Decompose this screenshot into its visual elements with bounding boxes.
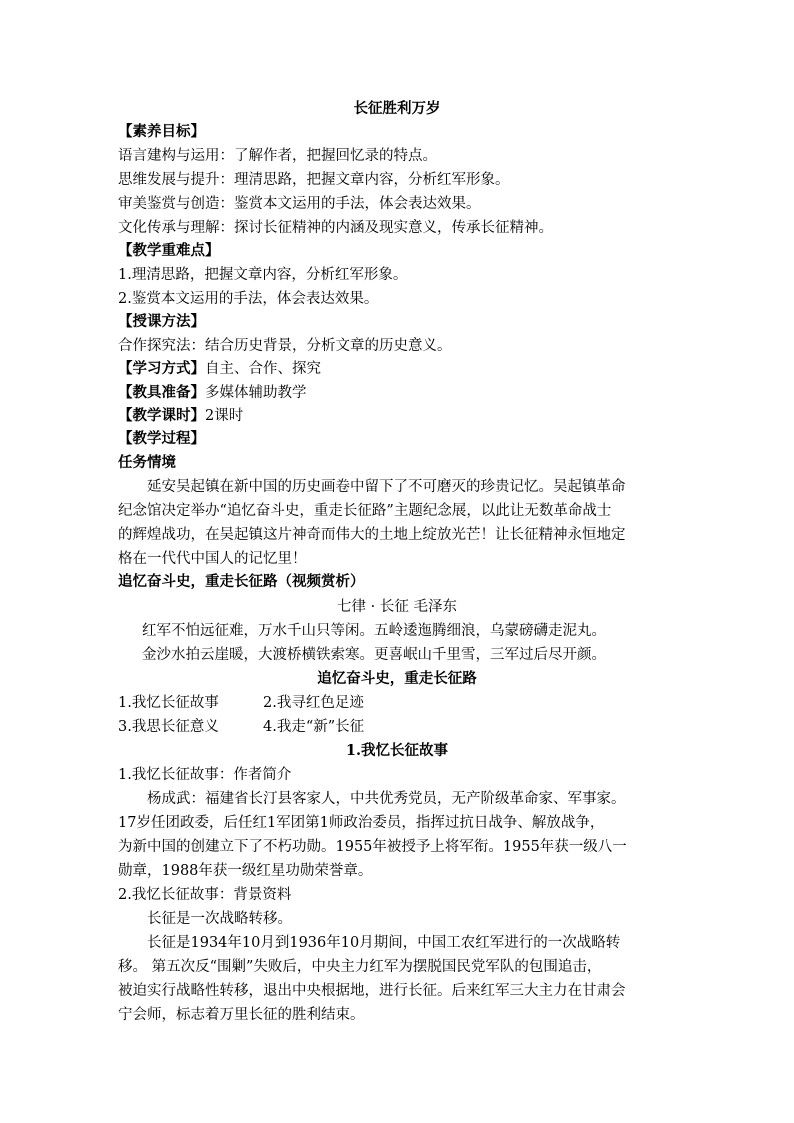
task-paragraph-line-2: 纪念馆决定举办“追忆奋斗史，重走长征路”主题纪念展，以此让无数革命战士 (118, 503, 612, 519)
background-paragraph-line-3: 被迫实行战略性转移，退出中央根据地，进行长征。后来红军三大主力在甘肃会 (118, 983, 626, 999)
teaching-tools-line (118, 383, 307, 403)
section-heading-process: 【教学过程】 (118, 430, 205, 447)
goal-line-4: 文化传承与理解：探讨长征精神的内涵及现实意义，传承长征精神。 (118, 220, 553, 236)
section-heading-goals: 【素养目标】 (118, 123, 205, 140)
method-line-1: 合作探究法：结合历史背景，分析文章的历史意义。 (118, 338, 452, 354)
background-paragraph-line-4: 宁会师，标志着万里长征的胜利结束。 (118, 1007, 365, 1023)
study-mode-label: 【学习方式】 (118, 360, 205, 377)
outline-item-2: 2.我寻红色足迹 (263, 695, 364, 711)
document-title: 长征胜利万岁 (353, 100, 441, 117)
poem-title: 七律 · 长征 毛泽东 (337, 599, 457, 615)
study-mode-line (118, 359, 321, 379)
goal-line-3: 审美鉴赏与创造：鉴赏本文运用的手法，体会表达效果。 (118, 196, 481, 212)
class-hours-line (118, 406, 243, 426)
author-paragraph-line-4: 勋章，1988年获一级红星功勋荣誉章。 (118, 863, 373, 879)
section-heading-method: 【授课方法】 (118, 313, 205, 330)
poem-line-1: 红军不怕远征难，万水千山只等闲。五岭逶迤腾细浪，乌蒙磅礴走泥丸。 (142, 623, 606, 639)
study-mode-value: 自主、合作、探究 (205, 361, 321, 377)
task-paragraph-line-1: 延安吴起镇在新中国的历史画卷中留下了不可磨灭的珍贵记忆。吴起镇革命 (147, 479, 626, 495)
class-hours-value: 2课时 (205, 408, 244, 424)
part-one-heading: 1.我忆长征故事 (345, 742, 449, 759)
outline-item-1: 1.我忆长征故事 (118, 695, 219, 711)
section-heading-key-points: 【教学重难点】 (118, 242, 220, 259)
background-paragraph-line-1: 长征是1934年10月到1936年10月期间，中国工农红军进行的一次战略转 (147, 935, 621, 951)
task-paragraph-line-3: 的辉煌战功，在吴起镇这片神奇而伟大的土地上绽放光芒！让长征精神永恒地定 (118, 527, 626, 543)
author-intro-heading: 1.我忆长征故事：作者简介 (118, 767, 292, 783)
task-situation-heading: 任务情境 (118, 454, 176, 471)
video-analysis-heading: 追忆奋斗史，重走长征路（视频赏析） (118, 573, 365, 590)
task-paragraph-line-4: 格在一代代中国人的记忆里！ (118, 551, 307, 567)
class-hours-label: 【教学课时】 (118, 407, 205, 424)
key-point-2: 2.鉴赏本文运用的手法，体会表达效果。 (118, 291, 379, 307)
author-paragraph-line-1: 杨成武：福建省长汀县客家人，中共优秀党员，无产阶级革命家、军事家。 (147, 791, 626, 807)
background-line-1: 长征是一次战略转移。 (147, 911, 292, 927)
poem-line-2: 金沙水拍云崖暖，大渡桥横铁索寒。更喜岷山千里雪，三军过后尽开颜。 (142, 647, 606, 663)
author-paragraph-line-2: 17岁任团政委，后任红1军团第1师政治委员，指挥过抗日战争、解放战争， (118, 815, 605, 831)
outline-item-4: 4.我走“新”长征 (263, 719, 365, 735)
goal-line-2: 思维发展与提升：理清思路，把握文章内容，分析红军形象。 (118, 172, 510, 188)
outline-item-3: 3.我思长征意义 (118, 719, 219, 735)
author-paragraph-line-3: 为新中国的创建立下了不朽功勋。1955年被授予上将军衔。1955年获一级八一 (118, 839, 627, 855)
teaching-tools-label: 【教具准备】 (118, 384, 205, 401)
background-heading: 2.我忆长征故事：背景资料 (118, 887, 292, 903)
background-paragraph-line-2: 移。 第五次反“围剿”失败后，中央主力红军为摆脱国民党军队的包围追击， (118, 959, 602, 975)
teaching-tools-value: 多媒体辅助教学 (205, 385, 307, 401)
goal-line-1: 语言建构与运用：了解作者，把握回忆录的特点。 (118, 148, 437, 164)
key-point-1: 1.理清思路，把握文章内容，分析红军形象。 (118, 267, 408, 283)
subsection-heading: 追忆奋斗史，重走长征路 (317, 670, 477, 687)
